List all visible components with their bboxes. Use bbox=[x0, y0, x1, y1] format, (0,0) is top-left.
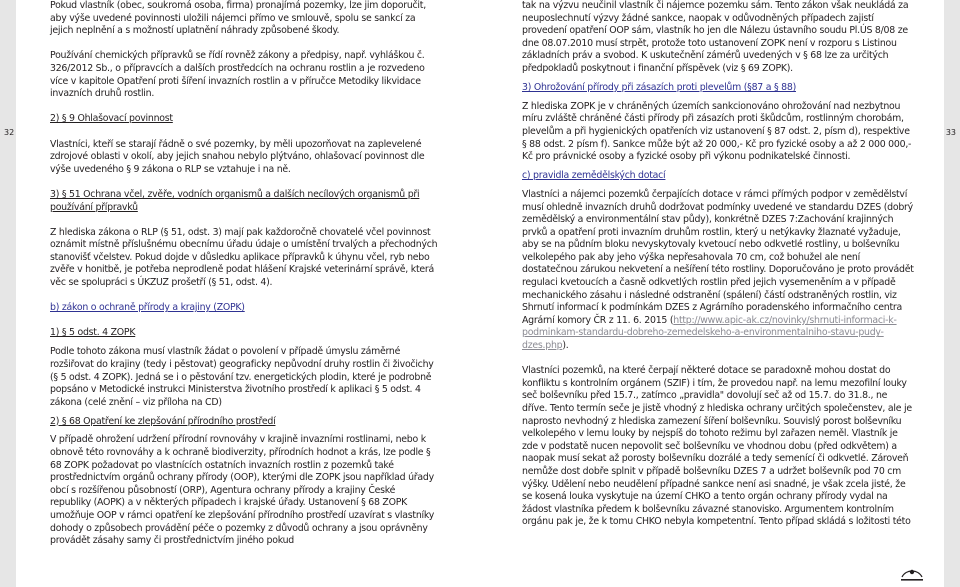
right-column bbox=[522, 0, 914, 529]
apic-ak-link[interactable]: http://www.apic-ak.cz/novinky/shrnuti-informaci-k-podminkam-standardu-dobreho-zemedelskeho-a-environmentalniho-stavu-pudy-dzes.php bbox=[522, 314, 897, 352]
left-column bbox=[50, 0, 438, 548]
paragraph: Podle tohoto zákona musí vlastník žádat o povolení v případě úmyslu záměrné rozšiřovat do krajiny (tedy i pěstovat) geograficky nepůvodní druhy rostlin či živočichy (§ 5 odst. 4 ZOPK). Jedná se i o pěstování tzv. energetických plodin, které je podrobně popsáno v Metodické instrukci Ministerstva životního prostředí k aplikaci § 5 odst. 4 zákona (celé znění – viz příloha na CD) bbox=[50, 346, 434, 408]
paragraph: Vlastníci, kteří se starají řádně o své pozemky, by měli upozorňovat na zaplevelené zdrojové oblasti v okolí, aby jejich snahou nebylo plýtváno, ohlašovací povinnost dle výše uvedeného § 9 zákona o RLP se vztahuje i na ně. bbox=[50, 138, 425, 175]
section-heading: 3) Ohrožování přírody při zásazích proti plevelům (§87 a § 88) bbox=[522, 81, 796, 93]
section-heading: 3) § 51 Ochrana včel, zvěře, vodních organismů a dalších necílových organismů při používání přípravků bbox=[50, 188, 420, 213]
publisher-logo-icon bbox=[898, 565, 926, 583]
section-heading: 2) § 9 Ohlašovací povinnost bbox=[50, 113, 173, 125]
paragraph: Z hlediska ZOPK je v chráněných územích sankcionováno ohrožování nad nezbytnou míru zvláště chráněné části přírody při zásazích proti škůdcům, rostlinným chorobám, plevelům a při hygienických opatřeních viz ustanovení § 87 odst. 2, písm d), respektive § 88 odst. 2 písm f). Sankce může být až 20 000,- Kč pro fyzické osoby a až 2 000 000,- Kč pro právnické osoby a fyzické osoby při výkonu podnikatelské činnosti. bbox=[522, 100, 912, 163]
paragraph: Vlastníci pozemků, na které čerpají některé dotace se paradoxně mohou dostat do konfliktu s kontrolním orgánem (SZIF) i tím, že provedou např. na lemu mezofilní louky seč bolševníku před 15.7., zatímco „pravidla" dovolují seč až od 15.7. do 31.8., ne dříve. Tento termín seče je jistě vhodný z hlediska ochrany určitých společenstev, ale je naprosto nevhodný z hlediska zamezení šíření bolševníku. Souvislý porost bolševníku velkolepého v lemu louky by nejspíš do tohoto režimu byl zařazen neměl. Vlastník je zde v podstatě nucen nepovolit seč bolševníku ve vhodnou dobu (před odkvětem) a naopak musí sekat až porosty bolševníku dozrálé a tedy semenící či odkvetlé. Zároveň nemůže dost dobře splnit v případě bolševníku DZES 7 a udržet bolševník pod 70 cm výšky. Udělení nebo neudělení případné sankce není asi snadné, je však zcela jisté, že se kosená louka vyskytuje na území CHKO a tento orgán ochrany přírody vydal na žádost vlastníka předem k bolševníku závazné stanovisko. Argumentem kontrolním orgánu pak je, že k tomu CHKO nebyla kompetentní. Tento případ skládá s ložitosti této bbox=[522, 365, 912, 528]
paragraph: V případě ohrožení udržení přírodní rovnováhy v krajině invazními rostlinami, nebo k obnově této rovnováhy a k ochraně biodiverzity, přírodních hodnot a krás, lze podle § 68 ZOPK požadovat po vlastnících ostatních invazních rostlin z pozemků také prostřednictvím orgánů ochrany přírody (OOP), kterými dle ZOPK jsou například úřady obcí s rozšířenou působností (ORP), Agentura ochrany přírody a krajiny České republiky (AOPK) a v některých případech i krajské úřady. Ustanovení § 68 ZOPK umožňuje OOP v rámci opatření ke zlepšování přírodního prostředí uzavírat s vlastníky dohody o způsobech provádění péče o pozemky z důvodů ochrany a jsou oprávněny provádět zásahy samy či prostřednictvím jiného pokud bbox=[50, 434, 435, 547]
paragraph-text: ). bbox=[562, 340, 569, 352]
page-number-right: 33 bbox=[945, 128, 956, 137]
paragraph: tak na výzvu neučinil vlastník či nájemce pozemku sám. Tento zákon však neukládá za neuposlechnutí výzvy žádné sankce, naopak v odůvodněných případech zajistí provedení opatření OOP sám, vlastník ho jen dle Nálezu ústavního soudu Pl.ÚS 8/08 ze dne 08.07.2010 musí strpět, protože toto ustanovení ZOPK není v rozporu s Listinou základních práv a svobod. K uskutečnění zámérů uvedených v § 68 lze za určitých předpokladů poskytnout i finanční příspěvek (viz § 69 ZOPK). bbox=[522, 0, 909, 74]
section-heading: b) zákon o ochraně přírody a krajiny (ZOPK) bbox=[50, 302, 245, 314]
page-number-left: 32 bbox=[4, 128, 15, 137]
section-heading: c) pravidla zemědělských dotací bbox=[522, 170, 666, 182]
paragraph: Pokud vlastník (obec, soukromá osoba, firma) pronajímá pozemky, lze jim doporučit, aby výše uvedené povinnosti uložili nájemci přímo ve smlouvě, spolu se sankcí za jejich neplnění a s možností uplatnění náhrady způsobené škody. bbox=[50, 0, 426, 37]
right-page-edge bbox=[944, 0, 960, 587]
paragraph bbox=[522, 189, 914, 353]
paragraph: Používání chemických přípravků se řídí rovněž zákony a předpisy, např. vyhláškou č. 326/2012 Sb., o přípravcích a dalších prostředcích na ochranu rostlin a je rozvedeno více v kapitole Opatření proti šíření invazních rostlin a v příručce Metodiky likvidace invazních druhů rostlin. bbox=[50, 50, 425, 100]
paragraph-text: Vlastníci a nájemci pozemků čerpajících dotace v rámci přímých podpor v zemědělství musí ohledně invazních druhů dodržovat podmínky uvedené ve standardu DZES (dobrý zemědělský a environmentální stav půdy), konkrétně DZES 7:Zachování krajinných prvků a opatření proti invazním druhům rostlin, který u netýkavky žlaznaté vyžaduje, aby se na půdním bloku nevyskytovaly kvetoucí nebo odkvetlé rostliny, u bolševníku velkolepého pak aby jeho výška nepřesahovala 70 cm, což bohužel ale není dostatečnou zárukou nekvetení a nešíření této rostliny. Doporučováno je proto provádět regulaci kvetoucích a časně odkvetlých rostlin před jejich vysemeněním a v případě mechanického zásahu i následné odstranění (spálení) částí odstraněných rostlin, viz Shrnutí informací k podmínkám DZES z Agrárního poradenského informačního centra Agrární komory ČR z 11. 6. 2015 ( bbox=[522, 188, 914, 326]
section-heading: 1) § 5 odst. 4 ZOPK bbox=[50, 327, 136, 339]
left-page-edge bbox=[0, 0, 16, 587]
section-heading: 2) § 68 Opatření ke zlepšování přírodního prostředí bbox=[50, 415, 276, 427]
paragraph: Z hlediska zákona o RLP (§ 51, odst. 3) mají pak každoročně chovatelé včel povinnost oznámit místně příslušnému obecnímu úřadu údaje o umístění trvalých a přechodných stanovišť včelstev. Pokud dojde v důsledku aplikace přípravků k úhynu včel, ryb nebo zvěře v honitbě, je potřeba neprodleně podat hlášení Krajské veterinární správě, která věc se spolupráci s ÚKZUZ prošetří (§ 51, odst. 4). bbox=[50, 226, 438, 289]
